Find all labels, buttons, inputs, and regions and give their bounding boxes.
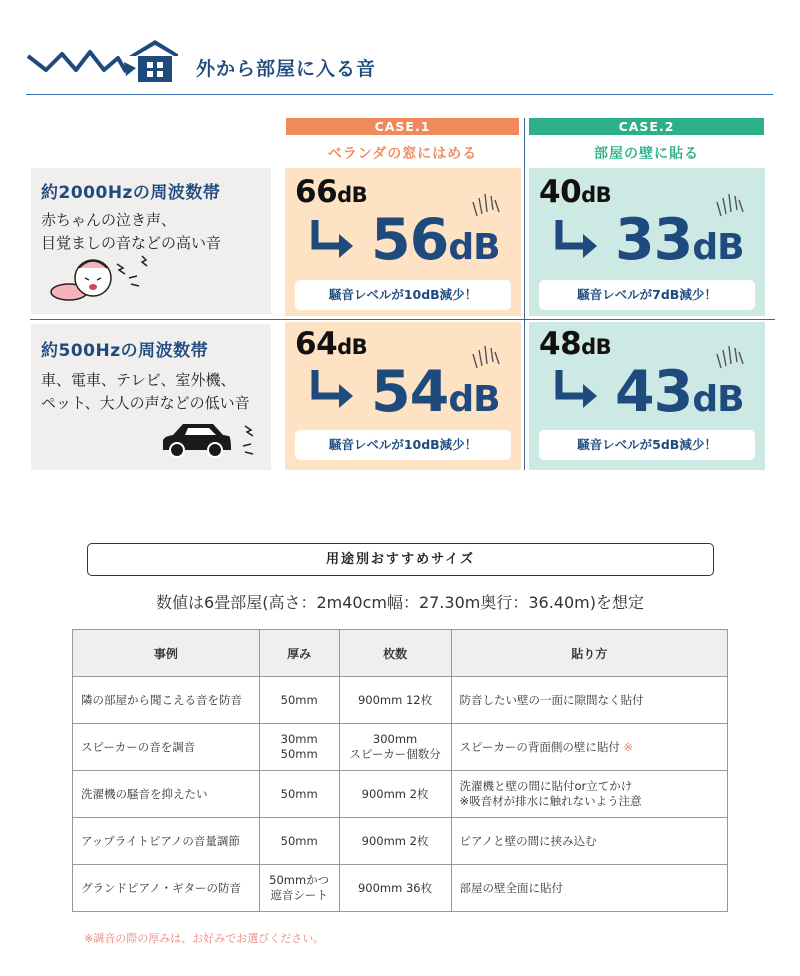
case1-subtitle: ベランダの窓にはめる <box>327 146 478 162</box>
column-divider <box>524 118 525 470</box>
down-right-arrow-icon <box>555 218 599 260</box>
table-row <box>73 771 728 818</box>
cell-count: 900mm 36枚 <box>339 865 451 912</box>
sound-wave-icon <box>28 52 126 72</box>
row2-desc-line2: ペット、大人の声などの低い音 <box>41 394 250 412</box>
section-title: 用途別おすすめサイズ <box>87 543 714 576</box>
cell-case: スピーカーの音を調音 <box>73 724 260 771</box>
table-row <box>73 677 728 724</box>
case2-subtitle: 部屋の壁に貼る <box>594 146 699 162</box>
row1-title: 約2000Hzの周波数帯 <box>41 183 221 203</box>
header-case: 事例 <box>73 630 260 677</box>
down-right-arrow-icon <box>555 368 599 410</box>
room-assumption-note: 数値は6畳部屋(高さ：2m40cm幅：27.30m奥行：36.40m)を想定 <box>156 593 644 612</box>
cell-count: 900mm 2枚 <box>339 771 451 818</box>
row1-description-box <box>31 168 271 314</box>
db-after: 43dB <box>615 359 744 425</box>
cell-500hz-case2 <box>529 322 765 470</box>
row2-title: 約500Hzの周波数帯 <box>41 341 209 361</box>
cell-thickness: 50mmかつ 遮音シート <box>259 865 339 912</box>
db-before: 40dB <box>539 174 612 210</box>
car-icon <box>161 420 261 462</box>
table-row <box>73 818 728 865</box>
cell-thickness: 50mm <box>259 818 339 865</box>
house-icon <box>129 40 178 82</box>
note-mark: ※ <box>623 739 634 754</box>
table-row <box>73 724 728 771</box>
header-count: 枚数 <box>339 630 451 677</box>
footnote: ※調音の際の厚みは、お好みでお選びください。 <box>84 932 325 945</box>
cell-2000hz-case1 <box>285 168 521 316</box>
row1-desc-line2: 目覚ましの音などの高い音 <box>41 234 222 252</box>
row2-description-box <box>31 324 271 470</box>
cell-500hz-case1 <box>285 322 521 470</box>
cell-case: 洗濯機の騒音を抑えたい <box>73 771 260 818</box>
cell-count: 900mm 2枚 <box>339 818 451 865</box>
header-method: 貼り方 <box>451 630 727 677</box>
reduction-note: 騒音レベルが10dB減少！ <box>295 430 511 460</box>
case1-label: CASE.1 <box>286 118 519 135</box>
row-divider <box>30 319 775 320</box>
case2-label: CASE.2 <box>529 118 764 135</box>
cell-thickness: 50mm <box>259 677 339 724</box>
table-header-row <box>73 630 728 677</box>
down-right-arrow-icon <box>311 218 355 260</box>
cell-2000hz-case2 <box>529 168 765 316</box>
db-before: 64dB <box>295 326 368 362</box>
arrow-head-icon <box>124 62 136 76</box>
cell-method: 部屋の壁全面に貼付 <box>451 865 727 912</box>
page-title: 外から部屋に入る音 <box>196 58 377 80</box>
cell-case: アップライトピアノの音量調節 <box>73 818 260 865</box>
table-row <box>73 865 728 912</box>
reduction-note: 騒音レベルが10dB減少！ <box>295 280 511 310</box>
cell-method: 洗濯機と壁の間に貼付or立てかけ ※吸音材が排水に触れないよう注意 <box>451 771 727 818</box>
db-after: 54dB <box>371 359 500 425</box>
cell-count: 300mm スピーカー個数分 <box>339 724 451 771</box>
reduction-note: 騒音レベルが7dB減少！ <box>539 280 755 310</box>
crying-baby-icon <box>47 254 157 306</box>
sound-wave-house-icon <box>26 38 178 84</box>
row2-desc-line1: 車、電車、テレビ、室外機、 <box>41 371 236 389</box>
reduction-note: 騒音レベルが5dB減少！ <box>539 430 755 460</box>
header-thickness: 厚み <box>259 630 339 677</box>
cell-case: 隣の部屋から聞こえる音を防音 <box>73 677 260 724</box>
cell-method: 防音したい壁の一面に隙間なく貼付 <box>451 677 727 724</box>
cell-method: スピーカーの背面側の壁に貼付 ※ <box>451 724 727 771</box>
db-before: 66dB <box>295 174 368 210</box>
db-after: 33dB <box>615 207 744 273</box>
cell-thickness: 30mm 50mm <box>259 724 339 771</box>
db-after: 56dB <box>371 207 500 273</box>
db-before: 48dB <box>539 326 612 362</box>
down-right-arrow-icon <box>311 368 355 410</box>
row1-desc-line1: 赤ちゃんの泣き声、 <box>41 211 177 229</box>
cell-method: ピアノと壁の間に挟み込む <box>451 818 727 865</box>
header-divider <box>26 94 773 95</box>
recommendation-table <box>72 629 728 912</box>
cell-thickness: 50mm <box>259 771 339 818</box>
cell-case: グランドピアノ・ギターの防音 <box>73 865 260 912</box>
cell-count: 900mm 12枚 <box>339 677 451 724</box>
